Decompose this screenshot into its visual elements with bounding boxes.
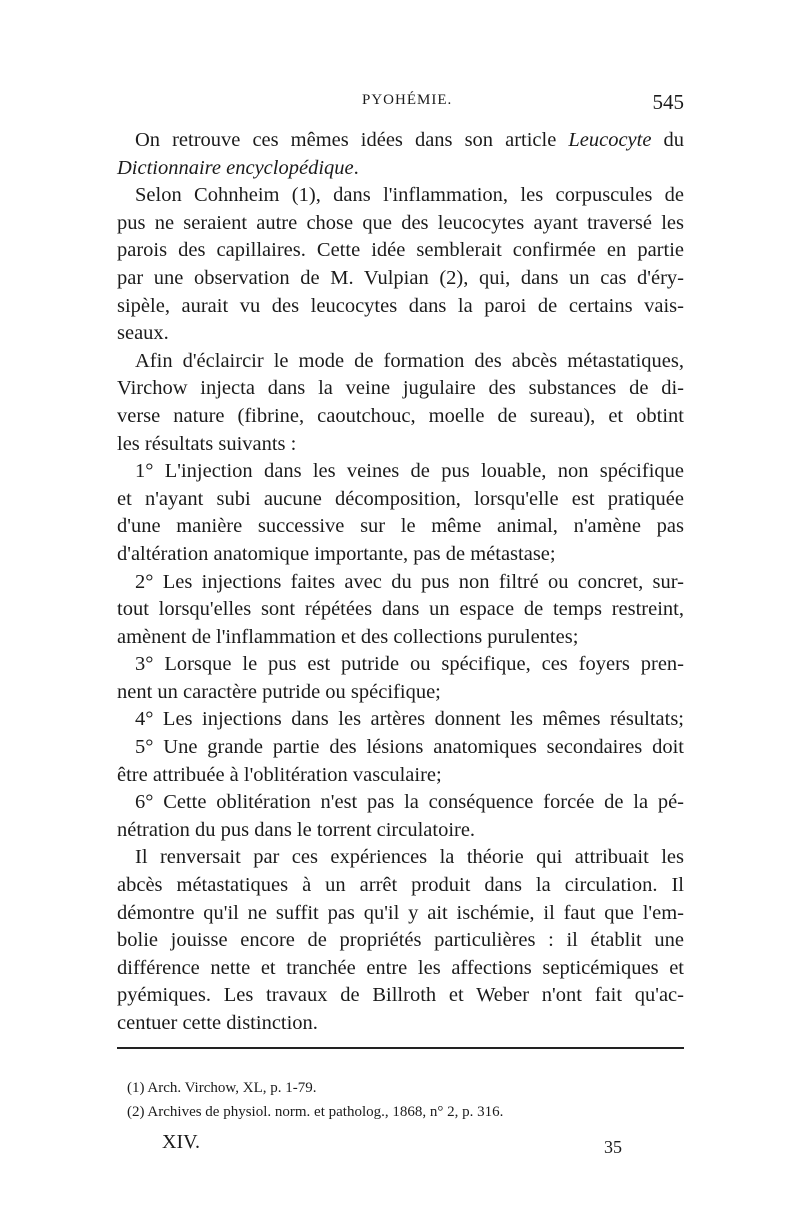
text-line: parois des capillaires. Cette idée semblerait confirmée en partie bbox=[117, 239, 684, 262]
text-line: Virchow injecta dans la veine jugulaire des substances de di- bbox=[117, 377, 684, 400]
text-line: On retrouve ces mêmes idées dans son article Leucocyte du bbox=[135, 129, 684, 151]
text-line: Selon Cohnheim (1), dans l'inflammation, les corpuscules de bbox=[135, 184, 684, 207]
text-line: les résultats suivants : bbox=[117, 432, 297, 455]
text-line: 4° Les injections dans les artères donnent les mêmes résultats; bbox=[135, 708, 684, 731]
text-line: 2° Les injections faites avec du pus non filtré ou concret, sur- bbox=[135, 570, 684, 593]
text-line: seaux. bbox=[117, 322, 169, 345]
text-line: amènent de l'inflammation et des collections purulentes; bbox=[117, 625, 579, 648]
text-line: verse nature (fibrine, caoutchouc, moelle de sureau), et obtint bbox=[117, 404, 684, 427]
text-line: tout lorsqu'elles sont répétées dans un espace de temps restreint, bbox=[117, 598, 684, 621]
text-line: Afin d'éclaircir le mode de formation des abcès métastatiques, bbox=[135, 349, 684, 372]
text-line: par une observation de M. Vulpian (2), qui, dans un cas d'éry- bbox=[117, 266, 684, 289]
text-line: bolie jouisse encore de propriétés particulières : il établit une bbox=[117, 929, 684, 952]
text-line: d'altération anatomique importante, pas de métastase; bbox=[117, 542, 556, 565]
text-line: sipèle, aurait vu des leucocytes dans la paroi de certains vais- bbox=[117, 294, 684, 317]
footnote: (1) Arch. Virchow, XL, p. 1-79. bbox=[127, 1080, 317, 1096]
footnotes bbox=[127, 1076, 684, 1124]
running-header bbox=[117, 92, 684, 122]
text-line: Dictionnaire encyclopédique. bbox=[117, 156, 359, 179]
footnote: (2) Archives de physiol. norm. et patholog., 1868, n° 2, p. 316. bbox=[127, 1104, 504, 1120]
footnote-rule bbox=[117, 1047, 684, 1049]
body-text bbox=[117, 127, 684, 1038]
running-title: PYOHÉMIE. bbox=[362, 92, 453, 108]
page-number: 545 bbox=[652, 90, 684, 114]
text-line: 5° Une grande partie des lésions anatomiques secondaires doit bbox=[135, 736, 684, 759]
text-line: 6° Cette oblitération n'est pas la conséquence forcée de la pé- bbox=[135, 791, 684, 814]
text-line: centuer cette distinction. bbox=[117, 1012, 318, 1034]
text-line: pus ne seraient autre chose que des leucocytes ayant traversé les bbox=[117, 211, 684, 234]
text-line: être attribuée à l'oblitération vasculaire; bbox=[117, 763, 442, 786]
signature-number: 35 bbox=[604, 1137, 622, 1157]
text-line: nétration du pus dans le torrent circulatoire. bbox=[117, 818, 476, 841]
text-line: et n'ayant subi aucune décomposition, lorsqu'elle est pratiquée bbox=[117, 487, 684, 510]
text-line: différence nette et tranchée entre les affections septicémiques et bbox=[117, 956, 684, 979]
signature-mark: XIV. bbox=[162, 1131, 200, 1153]
text-line: 3° Lorsque le pus est putride ou spécifique, ces foyers pren- bbox=[135, 653, 684, 676]
text-line: pyémiques. Les travaux de Billroth et Weber n'ont fait qu'ac- bbox=[117, 984, 684, 1007]
text-line: abcès métastatiques à un arrêt produit dans la circulation. Il bbox=[117, 874, 684, 897]
text-line: 1° L'injection dans les veines de pus louable, non spécifique bbox=[135, 460, 684, 483]
text-line: d'une manière successive sur le même animal, n'amène pas bbox=[117, 515, 684, 538]
text-line: Il renversait par ces expériences la théorie qui attribuait les bbox=[135, 846, 684, 869]
text-line: démontre qu'il ne suffit pas qu'il y ait ischémie, il faut que l'em- bbox=[117, 901, 684, 924]
page-footer bbox=[162, 1131, 622, 1161]
text-line: nent un caractère putride ou spécifique; bbox=[117, 680, 441, 703]
